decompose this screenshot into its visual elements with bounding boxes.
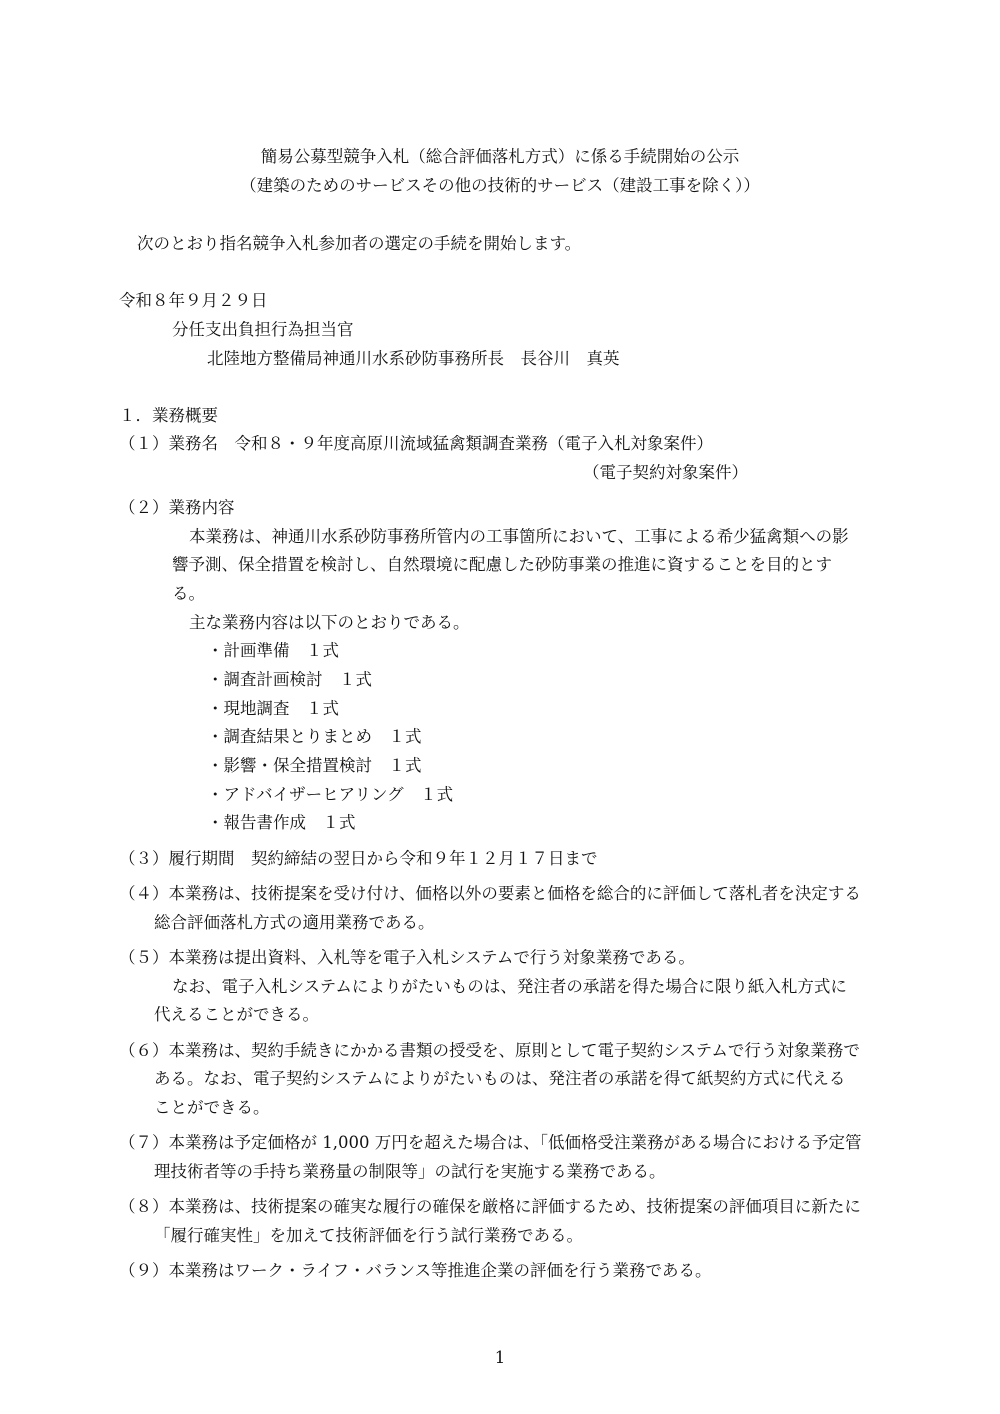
item-2-para-line-3: る。 — [172, 584, 205, 603]
intro-text: 次のとおり指名競争入札参加者の選定の手続を開始します。 — [137, 234, 582, 253]
item-5-line-3: 代えることができる。 — [154, 1005, 319, 1024]
item-9: （９）本業務はワーク・ライフ・バランス等推進企業の評価を行う業務である。 — [119, 1261, 712, 1280]
task-item: ・影響・保全措置検討 １式 — [207, 756, 422, 775]
item-2-para-line-2: 響予測、保全措置を検討し、自然環境に配慮した砂防事業の推進に資することを目的とす — [172, 555, 832, 574]
item-7-line-2: 理技術者等の手持ち業務量の制限等」の試行を実施する業務である。 — [154, 1162, 666, 1181]
item-2-list-intro: 主な業務内容は以下のとおりである。 — [189, 613, 470, 632]
item-2-heading: （２）業務内容 — [119, 498, 235, 517]
issuer-title: 分任支出負担行為担当官 — [172, 320, 354, 339]
item-4-line-1: （４）本業務は、技術提案を受け付け、価格以外の要素と価格を総合的に評価して落札者を決定する — [119, 884, 861, 903]
task-item: ・計画準備 １式 — [207, 641, 339, 660]
item-6-line-1: （６）本業務は、契約手続きにかかる書類の授受を、原則として電子契約システムで行う対象業務で — [119, 1041, 860, 1060]
notice-date: 令和８年９月２９日 — [119, 291, 268, 310]
item-1-line-2: （電子契約対象案件） — [583, 463, 748, 482]
title-line-2: （建築のためのサービスその他の技術的サービス（建設工事を除く）） — [240, 176, 760, 195]
item-8-line-1: （８）本業務は、技術提案の確実な履行の確保を厳格に評価するため、技術提案の評価項目に新たに — [119, 1197, 861, 1216]
section-heading: １．業務概要 — [119, 406, 218, 425]
item-6-line-3: ことができる。 — [154, 1098, 270, 1117]
page-number: 1 — [494, 1348, 506, 1367]
item-2-para-line-1: 本業務は、神通川水系砂防事務所管内の工事箇所において、工事による希少猛禽類への影 — [189, 527, 849, 546]
item-5-line-1: （５）本業務は提出資料、入札等を電子入札システムで行う対象業務である。 — [119, 948, 695, 967]
item-3: （３）履行期間 契約締結の翌日から令和９年１２月１７日まで — [119, 849, 598, 868]
item-6-line-2: ある。なお、電子契約システムによりがたいものは、発注者の承諾を得て紙契約方式に代える — [154, 1069, 846, 1088]
title-line-1: 簡易公募型競争入札（総合評価落札方式）に係る手続開始の公示 — [260, 147, 740, 166]
item-7-line-1: （７）本業務は予定価格が 1,000 万円を超えた場合は、「低価格受注業務がある場合における予定管 — [119, 1133, 862, 1152]
task-item: ・報告書作成 １式 — [207, 813, 356, 832]
item-8-line-2: 「履行確実性」を加えて技術評価を行う試行業務である。 — [154, 1226, 583, 1245]
task-item: ・現地調査 １式 — [207, 699, 339, 718]
task-item: ・調査結果とりまとめ １式 — [207, 727, 422, 746]
item-5-line-2: なお、電子入札システムによりがたいものは、発注者の承諾を得た場合に限り紙入札方式に — [172, 977, 847, 996]
item-4-line-2: 総合評価落札方式の適用業務である。 — [154, 913, 435, 932]
issuer-name: 北陸地方整備局神通川水系砂防事務所長 長谷川 真英 — [207, 349, 620, 368]
task-item: ・調査計画検討 １式 — [207, 670, 372, 689]
task-item: ・アドバイザーヒアリング １式 — [207, 785, 454, 804]
item-1-line-1: （１）業務名 令和８・９年度高原川流域猛禽類調査業務（電子入札対象案件） — [119, 434, 713, 453]
